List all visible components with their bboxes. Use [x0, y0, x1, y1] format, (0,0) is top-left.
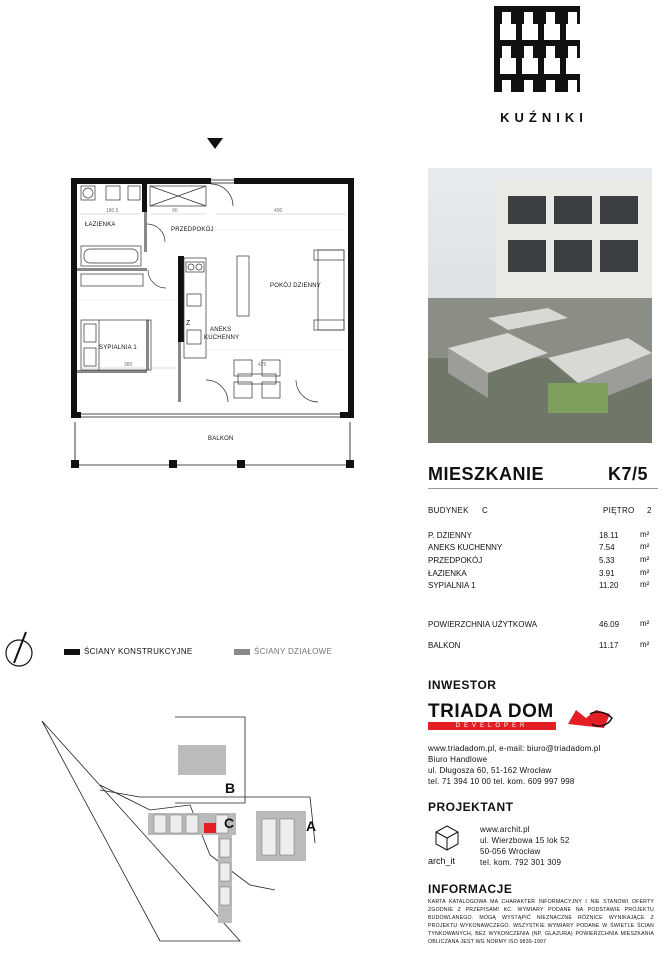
- area-row-value: 18.11: [599, 531, 619, 540]
- balcony-area-value: 11.17: [599, 641, 619, 650]
- dimension-1: 180.5: [106, 208, 119, 214]
- triada-logo-sub: DEVELOPER: [428, 722, 556, 730]
- room-label-balcony: BALKON: [208, 436, 234, 442]
- area-row-unit: m²: [640, 580, 650, 589]
- area-row: [428, 581, 654, 592]
- area-row-name: ŁAZIENKA: [428, 569, 467, 578]
- area-row: [428, 556, 654, 567]
- dimension-3: 400: [274, 208, 283, 214]
- designer-heading: PROJEKTANT: [428, 800, 514, 814]
- brand-name: KUŹNIKI: [500, 110, 588, 125]
- usable-area-value: 46.09: [599, 620, 620, 629]
- room-label-hallway: PRZEDPOKÓJ: [171, 227, 214, 233]
- investor-office: Biuro Handlowe: [428, 755, 488, 764]
- area-row-name: P. DZIENNY: [428, 531, 472, 540]
- floor-label: PIĘTRO: [603, 506, 635, 515]
- building-label: BUDYNEK: [428, 506, 469, 515]
- floor-plan-drawing: [66, 170, 366, 480]
- area-row-unit: m²: [640, 568, 650, 577]
- usable-area-row: [428, 620, 654, 631]
- area-row-name: ANEKS KUCHENNY: [428, 543, 503, 552]
- investor-address: ul. Długosza 60, 51-162 Wrocław: [428, 766, 552, 775]
- bull-logo-icon: [566, 704, 614, 732]
- room-label-kitchen-1: ANEKS: [210, 327, 232, 333]
- site-map-building-a: A: [306, 818, 317, 834]
- dimension-4: 380: [124, 362, 133, 368]
- investor-web[interactable]: www.triadadom.pl, e-mail: biuro@triadadom.pl: [428, 744, 601, 753]
- kuzniki-logo-mark: [494, 6, 580, 92]
- investor-phone: tel. 71 394 10 00 tel. kom. 609 997 998: [428, 777, 575, 786]
- designer-city: 50-056 Wrocław: [480, 847, 541, 856]
- designer-web[interactable]: www.archit.pl: [480, 825, 530, 834]
- area-row: [428, 543, 654, 554]
- room-label-bedroom: SYPIALNIA 1: [99, 345, 137, 351]
- area-row-unit: m²: [640, 530, 650, 539]
- triada-logo-text: TRIADA DOM: [428, 701, 554, 722]
- site-map-building-b: B: [225, 780, 236, 796]
- room-label-kitchen-2: KUCHENNY: [204, 335, 240, 341]
- area-row-name: SYPIALNIA 1: [428, 581, 476, 590]
- apartment-number: K7/5: [608, 464, 649, 484]
- investor-heading: INWESTOR: [428, 678, 497, 692]
- archit-cube-icon: [434, 824, 460, 852]
- site-map: [40, 715, 330, 945]
- area-row-value: 7.54: [599, 543, 615, 552]
- balcony-area-unit: m²: [640, 640, 650, 649]
- legend-structural-label: ŚCIANY KONSTRUKCYJNE: [84, 647, 193, 656]
- info-disclaimer: KARTA KATALOGOWA MA CHARAKTER INFORMACYJNY I NIE STANOWI OFERTY ZGODNIE Z PRZEPISAMI KC. WYMIARY PODANE NA PODSTAWIE PROJEKTU BUDOWLANEGO. MOGĄ WYSTĄPIĆ NIEZNACZNE RÓŻNICE WYNIKAJĄCE Z PROJEKTU WYKONAWCZEGO. WSZYSTKIE WYMIARY PODANE W ŚWIETLE ŚCIAN TYNKOWANYCH, BEZ WYKOŃCZENIA (NP. GLAZURA) POWIERZCHNIA MIESZKANIA OBLICZANA JEST WG NORMY ISO 9836-1997: [428, 899, 654, 945]
- investor-contact: [428, 743, 601, 787]
- room-label-living: POKÓJ DZIENNY: [270, 283, 321, 289]
- area-row-unit: m²: [640, 555, 650, 564]
- legend-structural: [64, 647, 193, 656]
- designer-phone: tel. kom. 792 301 309: [480, 858, 562, 867]
- room-label-bathroom: ŁAZIENKA: [85, 222, 116, 228]
- area-row: [428, 569, 654, 580]
- balcony-area-name: BALKON: [428, 641, 461, 650]
- info-heading: INFORMACJE: [428, 882, 513, 896]
- building-value: C: [482, 506, 489, 515]
- area-row-value: 11.20: [599, 581, 619, 590]
- apartment-location-marker: [204, 823, 216, 833]
- floor-plan: [66, 170, 366, 480]
- compass-icon: [4, 630, 34, 668]
- balcony-area-row: [428, 641, 654, 652]
- designer-street: ul. Wierzbowa 15 lok 52: [480, 836, 570, 845]
- dimension-6: Z: [186, 320, 191, 327]
- building-visualization-image: [428, 168, 652, 443]
- site-map-building-c: C: [224, 815, 235, 831]
- dimension-5: 425: [258, 362, 267, 368]
- designer-contact: [480, 824, 570, 868]
- floor-value: 2: [647, 506, 652, 515]
- divider: [428, 488, 658, 489]
- legend-partition-swatch: [234, 649, 250, 655]
- area-row-value: 3.91: [599, 569, 615, 578]
- legend-partition: [234, 647, 332, 656]
- legend-partition-label: ŚCIANY DZIAŁOWE: [254, 647, 333, 656]
- usable-area-name: POWIERZCHNIA UŻYTKOWA: [428, 620, 538, 629]
- archit-logo-text: arch_it: [428, 856, 456, 866]
- area-row-unit: m²: [640, 542, 650, 551]
- dimension-2: 90: [172, 208, 178, 214]
- apartment-label: MIESZKANIE: [428, 464, 545, 484]
- area-row-name: PRZEDPOKÓJ: [428, 556, 483, 565]
- entrance-arrow-icon: [207, 138, 223, 149]
- triada-dom-logo: [428, 702, 560, 730]
- area-row-value: 5.33: [599, 556, 615, 565]
- usable-area-unit: m²: [640, 619, 650, 628]
- legend-structural-swatch: [64, 649, 80, 655]
- area-row: [428, 531, 654, 542]
